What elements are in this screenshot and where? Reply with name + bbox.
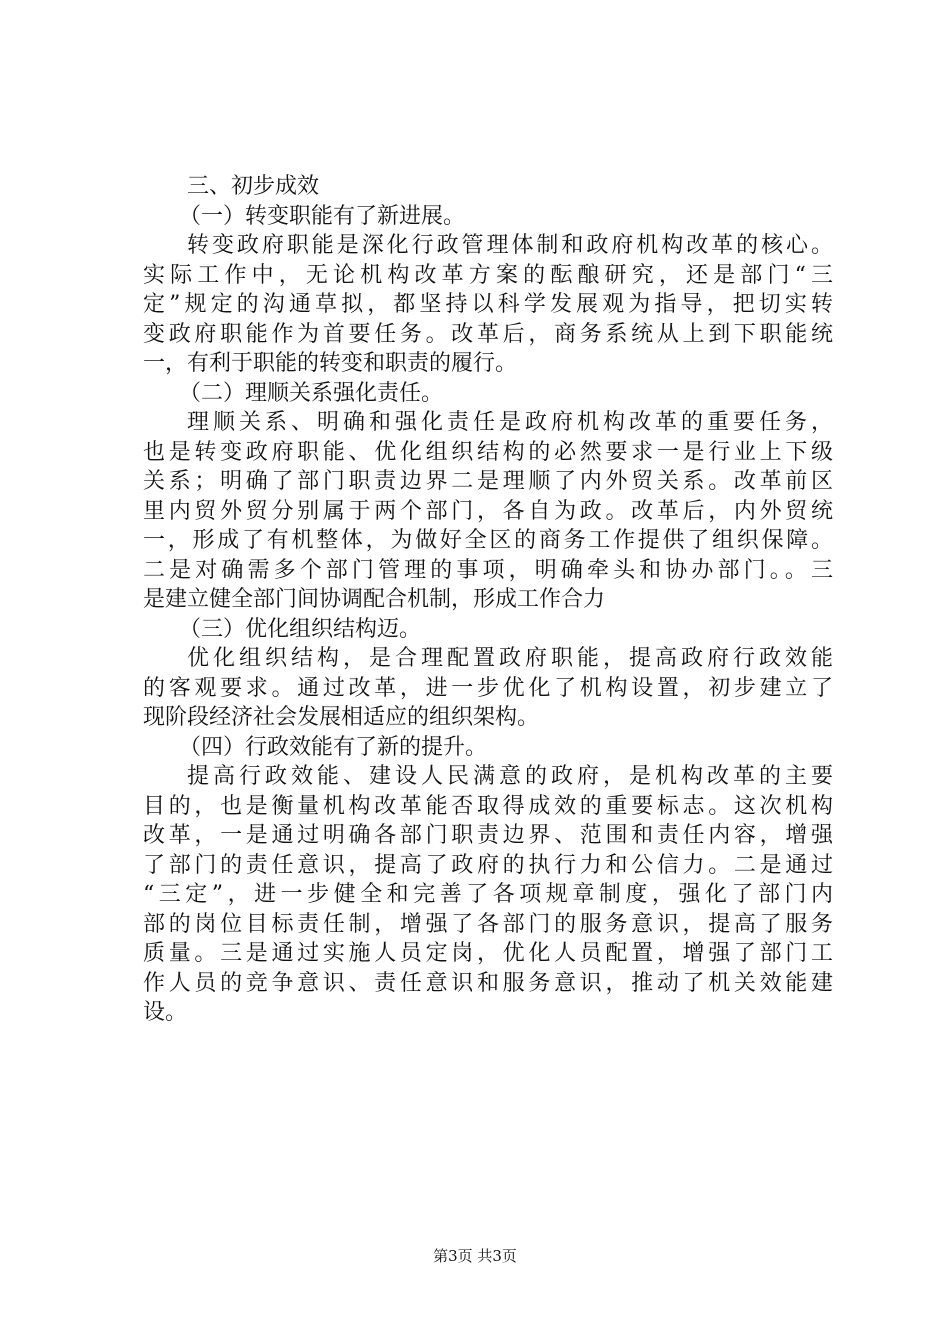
- subsection-heading: （一）转变职能有了新进展。: [179, 203, 466, 229]
- paragraph-line: 改革，一是通过明确各部门职责边界、范围和责任内容，增强: [143, 823, 833, 848]
- paragraph-list: [143, 202, 833, 1028]
- paragraph-line: 转变政府职能是深化行政管理体制和政府机构改革的核心。: [187, 233, 833, 258]
- paragraph-line: 是建立健全部门间协调配合机制，形成工作合力: [143, 587, 606, 612]
- document-body: [143, 172, 833, 1028]
- paragraph-line: 设。: [143, 1000, 188, 1025]
- paragraph-line: “三定”，进一步健全和完善了各项规章制度，强化了部门内: [143, 882, 833, 907]
- section-title: 三、初步成效: [187, 174, 320, 199]
- paragraph-line: 部的岗位目标责任制，增强了各部门的服务意识，提高了服务: [143, 911, 833, 937]
- paragraph-line: 的客观要求。通过改革，进一步优化了机构设置，初步建立了: [143, 675, 833, 701]
- paragraph-line: 也是转变政府职能、优化组织结构的必然要求一是行业上下级: [143, 439, 833, 465]
- paragraph-line: 了部门的责任意识，提高了政府的执行力和公信力。二是通过: [143, 852, 833, 878]
- paragraph-line: 优化组织结构，是合理配置政府职能，提高政府行政效能: [187, 646, 833, 671]
- paragraph-line: 关系；明确了部门职责边界二是理顺了内外贸关系。改革前区: [143, 469, 833, 494]
- paragraph-line: 变政府职能作为首要任务。改革后，商务系统从上到下职能统: [143, 321, 833, 347]
- page-footer: 第3页 共3页: [433, 1247, 517, 1265]
- paragraph-line: 里内贸外贸分别属于两个部门，各自为政。改革后，内外贸统: [143, 498, 833, 524]
- paragraph-line: 目的，也是衡量机构改革能否取得成效的重要标志。这次机构: [143, 793, 833, 819]
- paragraph-line: 实际工作中，无论机构改革方案的酝酿研究，还是部门“三: [143, 262, 833, 288]
- paragraph-line: 理顺关系、明确和强化责任是政府机构改革的重要任务，: [187, 410, 833, 435]
- paragraph-line: 一，有利于职能的转变和职责的履行。: [143, 351, 518, 376]
- paragraph-line: 作人员的竞争意识、责任意识和服务意识，推动了机关效能建: [143, 970, 833, 996]
- subsection-heading: （三）优化组织结构迈。: [179, 616, 422, 642]
- subsection-heading: （四）行政效能有了新的提升。: [179, 734, 488, 760]
- paragraph-line: 现阶段经济社会发展相适应的组织架构。: [143, 705, 540, 730]
- paragraph-line: 质量。三是通过实施人员定岗，优化人员配置，增强了部门工: [143, 941, 833, 966]
- subsection-heading: （二）理顺关系强化责任。: [179, 380, 444, 406]
- paragraph-line: 定”规定的沟通草拟，都坚持以科学发展观为指导，把切实转: [143, 292, 833, 317]
- paragraph-line: 二是对确需多个部门管理的事项，明确牵头和协办部门。。三: [143, 557, 833, 583]
- paragraph-line: 一，形成了有机整体，为做好全区的商务工作提供了组织保障。: [143, 528, 833, 553]
- paragraph-line: 提高行政效能、建设人民满意的政府，是机构改革的主要: [187, 764, 833, 789]
